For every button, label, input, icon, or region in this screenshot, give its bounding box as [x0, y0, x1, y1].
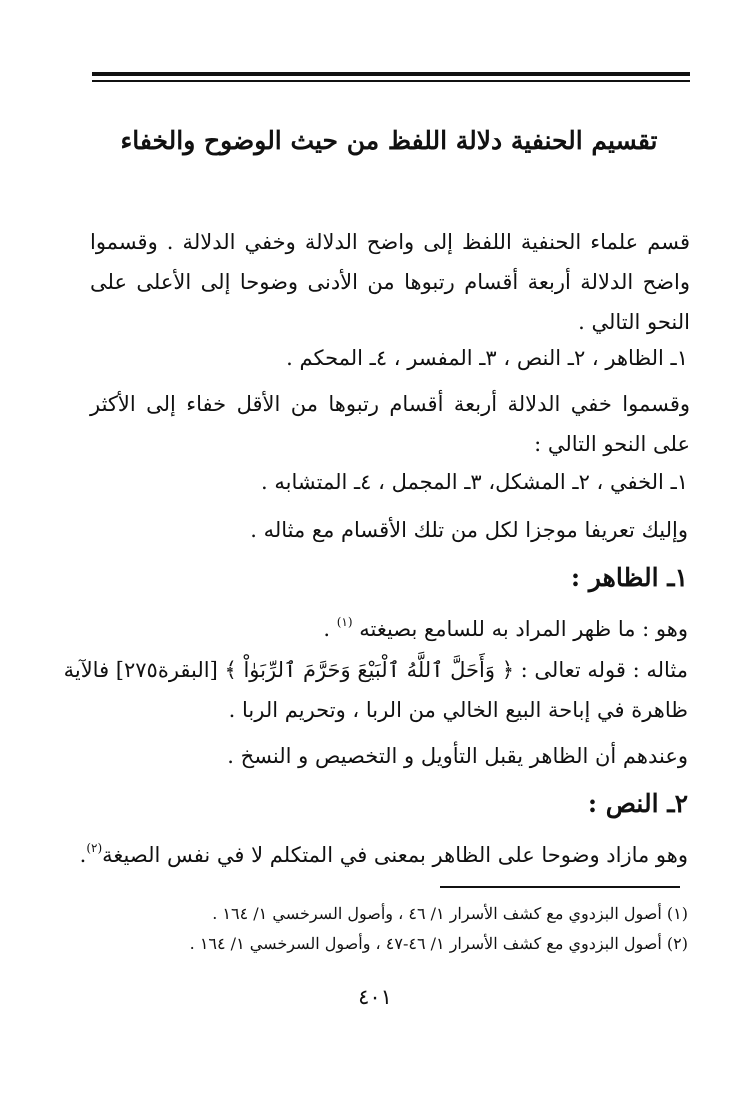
zahir-example-line-2: ظاهرة في إباحة البيع الخالي من الربا ، وتحريم الربا .: [228, 698, 688, 722]
header-rule-thick: [92, 72, 690, 76]
footnote-2: (٢) أصول البزدوي مع كشف الأسرار ١/ ٤٦-٤٧ ، وأصول السرخسي ١/ ١٦٤ .: [189, 934, 688, 953]
intro-paragraph: قسم علماء الحنفية اللفظ إلى واضح الدلالة وخفي الدلالة . وقسموا واضح الدلالة أربعة أقسام رتبوها من الأدنى وضوحا إلى الأعلى على النحو التالي .: [90, 230, 690, 334]
nass-definition: وهو مازاد وضوحا على الظاهر بمعنى في المتكلم لا في نفس الصيغة$^{(٢)}$.: [79, 841, 688, 867]
footnote-1: (١) أصول البزدوي مع كشف الأسرار ١/ ٤٦ ، وأصول السرخسي ١/ ١٦٤ .: [212, 904, 688, 923]
clear-categories-list: ١ـ الظاهر ، ٢ـ النص ، ٣ـ المفسر ، ٤ـ المحكم .: [286, 346, 688, 370]
header-rule-thin: [92, 80, 690, 82]
section-heading-zahir: ١ـ الظاهر :: [570, 563, 688, 592]
footnote-ref-1: (١): [336, 615, 353, 629]
page-title: تقسيم الحنفية دلالة اللفظ من حيث الوضوح والخفاء: [120, 126, 658, 155]
footnote-separator: [440, 886, 680, 888]
zahir-example-line-1: مثاله : قوله تعالى : ﴿ وَأَحَلَّ ٱللَّهُ ٱلْبَيْعَ وَحَرَّمَ ٱلرِّبَوٰاْ ﴾ [البقرة٢٧٥] فالآية: [63, 658, 688, 682]
obscure-categories-list: ١ـ الخفي ، ٢ـ المشكل، ٣ـ المجمل ، ٤ـ المتشابه .: [261, 470, 688, 494]
footnote-ref-2: (٢): [86, 841, 103, 855]
section-heading-nass: ٢ـ النص :: [587, 789, 688, 818]
obscure-paragraph: وقسموا خفي الدلالة أربعة أقسام رتبوها من الأقل خفاء إلى الأكثر على النحو التالي :: [90, 392, 690, 456]
lead-in-sentence: وإليك تعريفا موجزا لكل من تلك الأقسام مع مثاله .: [250, 518, 688, 542]
zahir-definition: وهو : ما ظهر المراد به للسامع بصيغته $^{(١)}$ .: [323, 615, 688, 641]
zahir-note: وعندهم أن الظاهر يقبل التأويل و التخصيص و النسخ .: [227, 744, 688, 768]
page-number: ٤٠١: [358, 985, 392, 1009]
